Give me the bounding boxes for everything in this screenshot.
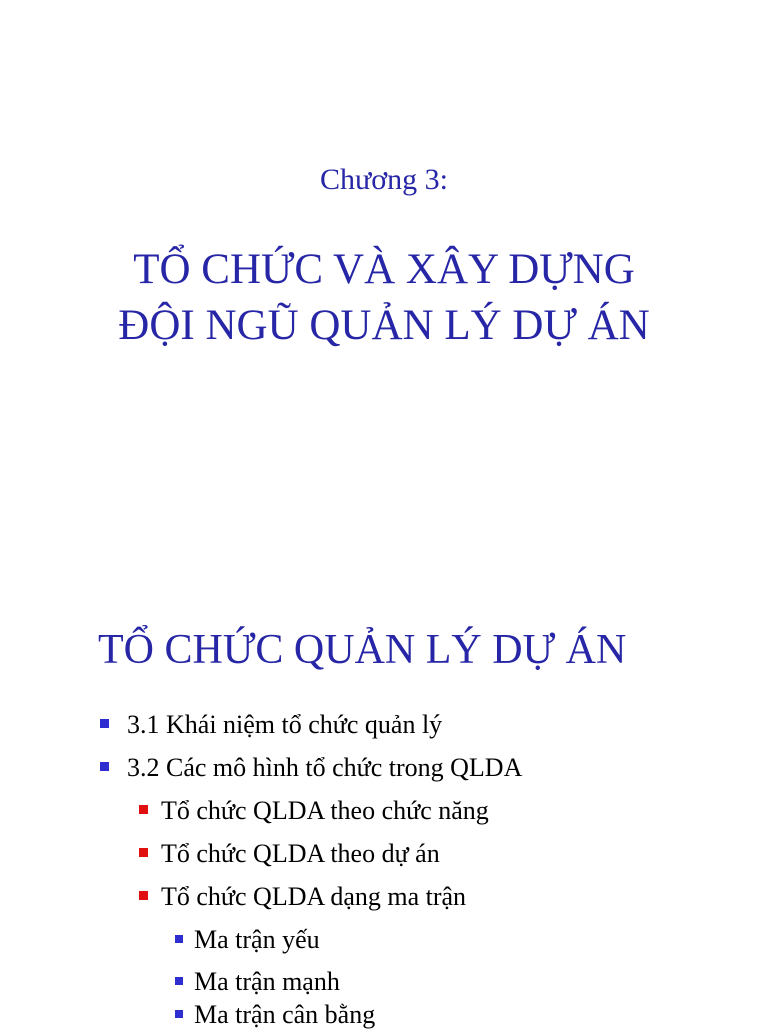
outline-item-text: Ma trận cân bằng	[194, 1000, 376, 1029]
square-bullet-icon	[139, 805, 148, 814]
outline-item-text: Tổ chức QLDA dạng ma trận	[161, 882, 467, 911]
square-bullet-icon	[100, 762, 109, 771]
square-bullet-icon	[175, 977, 183, 985]
square-bullet-icon	[175, 935, 183, 943]
outline-item-text: 3.2 Các mô hình tổ chức trong QLDA	[127, 753, 523, 782]
outline-item-text: Ma trận yếu	[194, 925, 320, 954]
square-bullet-icon	[139, 891, 148, 900]
outline-item-text: Tổ chức QLDA theo chức năng	[161, 796, 489, 825]
slide-chapter-cover	[0, 0, 768, 512]
square-bullet-icon	[139, 848, 148, 857]
outline-item-text: Ma trận mạnh	[194, 967, 340, 996]
chapter-title-line-2: ĐỘI NGŨ QUẢN LÝ DỰ ÁN	[118, 302, 650, 349]
square-bullet-icon	[100, 719, 109, 728]
slide-section-outline	[0, 560, 768, 1029]
square-bullet-icon	[175, 1010, 183, 1018]
chapter-label: Chương 3:	[320, 163, 448, 196]
outline-item-text: 3.1 Khái niệm tổ chức quản lý	[127, 710, 443, 739]
outline-item-text: Tổ chức QLDA theo dự án	[161, 839, 440, 868]
chapter-title-line-1: TỔ CHỨC VÀ XÂY DỰNG	[133, 246, 635, 293]
section-title: TỔ CHỨC QUẢN LÝ DỰ ÁN	[98, 627, 627, 673]
chapter-title	[0, 242, 768, 354]
